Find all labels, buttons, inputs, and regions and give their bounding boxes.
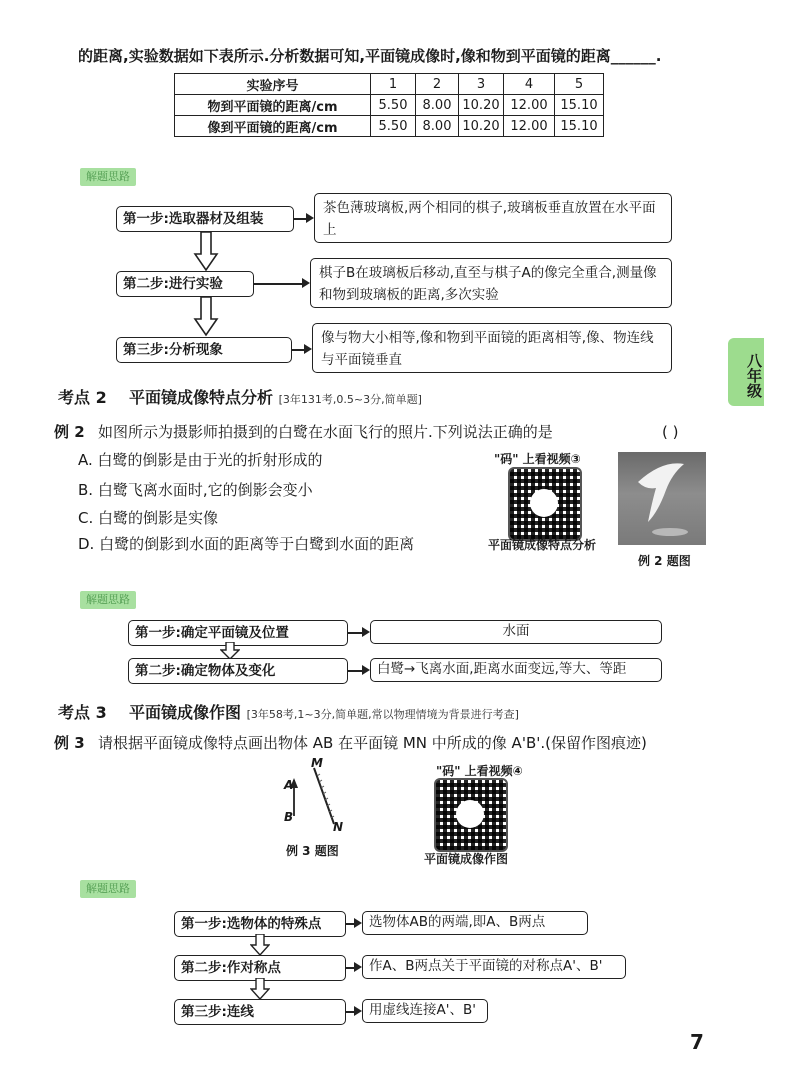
- figure-3-caption: 例 3 题图: [286, 844, 339, 858]
- flow1-step-3: 第三步:分析现象: [116, 337, 292, 363]
- page-number: 7: [690, 1030, 704, 1054]
- label-b: B: [284, 810, 294, 824]
- down-arrow-icon: [193, 232, 219, 272]
- option-c: C. 白鹭的倒影是实像: [78, 509, 219, 527]
- solution-tag: 解题思路: [80, 591, 136, 609]
- example-3-label: 例 3: [54, 734, 85, 752]
- section-3-label: 考点 3: [58, 703, 107, 722]
- figure-2-caption: 例 2 题图: [638, 554, 691, 568]
- example-2-label: 例 2: [54, 423, 85, 441]
- flow3-step-2: 第二步:作对称点: [174, 955, 346, 981]
- arrow-right-icon: [354, 962, 362, 972]
- answer-bracket: ( ): [662, 423, 679, 441]
- flow3-step-3: 第三步:连线: [174, 999, 346, 1025]
- qr-caption: 平面镜成像特点分析: [488, 538, 597, 552]
- egret-photo: [618, 452, 706, 545]
- section-3-heading: [58, 700, 519, 723]
- example-3-question: 请根据平面镜成像特点画出物体 AB 在平面镜 MN 中所成的像 A'B'.(保留作图痕迹): [98, 734, 647, 752]
- grade-side-tab: 八年级: [728, 338, 764, 406]
- arrow-right-icon: [354, 918, 362, 928]
- table-row: 像到平面镜的距离/cm 5.50 8.00 10.20 12.00 15.10: [175, 116, 604, 137]
- option-b: B. 白鹭飞离水面时,它的倒影会变小: [78, 481, 313, 499]
- section-2-label: 考点 2: [58, 388, 107, 407]
- flow1-step-1: 第一步:选取器材及组装: [116, 206, 294, 232]
- mirror-diagram: [276, 758, 356, 838]
- option-a: A. 白鹭的倒影是由于光的折射形成的: [78, 451, 323, 469]
- flow1-desc-1: 茶色薄玻璃板,两个相同的棋子,玻璃板垂直放置在水平面上: [314, 193, 672, 243]
- flow3-desc-1: 选物体AB的两端,即A、B两点: [362, 911, 588, 935]
- section-3-note: [3年58考,1~3分,简单题,常以物理情境为背景进行考查]: [246, 708, 519, 721]
- solution-tag: 解题思路: [80, 168, 136, 186]
- arrow-right-icon: [302, 278, 310, 288]
- section-2-title: 平面镜成像特点分析: [129, 388, 274, 407]
- arrow-right-icon: [306, 213, 314, 223]
- flow1-step-2: 第二步:进行实验: [116, 271, 254, 297]
- experiment-table: [174, 73, 604, 137]
- flow1-connector: [254, 283, 306, 285]
- flow2-step-1: 第一步:确定平面镜及位置: [128, 620, 348, 646]
- flow3-desc-3: 用虚线连接A'、B': [362, 999, 488, 1023]
- label-n: N: [333, 820, 344, 834]
- down-arrow-icon: [193, 297, 219, 337]
- flow3-step-1: 第一步:选物体的特殊点: [174, 911, 346, 937]
- table-row: 物到平面镜的距离/cm 5.50 8.00 10.20 12.00 15.10: [175, 95, 604, 116]
- flow3-desc-2: 作A、B两点关于平面镜的对称点A'、B': [362, 955, 626, 979]
- flow1-desc-3: 像与物大小相等,像和物到平面镜的距离相等,像、物连线与平面镜垂直: [312, 323, 672, 373]
- qr-title-2: "码" 上看视频④: [436, 764, 523, 778]
- flow1-desc-2: 棋子B在玻璃板后移动,直至与棋子A的像完全重合,测量像和物到玻璃板的距离,多次实验: [310, 258, 672, 308]
- section-3-title: 平面镜成像作图: [129, 703, 242, 722]
- flow2-step-2: 第二步:确定物体及变化: [128, 658, 348, 684]
- qr-caption-2: 平面镜成像作图: [424, 852, 509, 866]
- section-2-note: [3年131考,0.5~3分,简单题]: [278, 393, 422, 406]
- flow2-desc-2: 白鹭→飞离水面,距离水面变远,等大、等距: [370, 658, 662, 682]
- arrow-right-icon: [354, 1006, 362, 1016]
- egret-figure: [618, 452, 706, 545]
- solution-tag: 解题思路: [80, 880, 136, 898]
- down-arrow-icon: [250, 934, 270, 956]
- qr-title: "码" 上看视频③: [494, 452, 581, 466]
- arrow-right-icon: [362, 665, 370, 675]
- flow2-desc-1: 水面: [370, 620, 662, 644]
- check-icon: [530, 489, 558, 517]
- table-row: 实验序号 1 2 3 4 5: [175, 74, 604, 95]
- section-2-heading: [58, 385, 422, 408]
- label-a: A: [284, 778, 294, 792]
- label-m: M: [311, 756, 323, 770]
- arrow-right-icon: [304, 344, 312, 354]
- down-arrow-icon: [250, 978, 270, 1000]
- qr-code-icon[interactable]: [434, 778, 508, 852]
- intro-line: 的距离,实验数据如下表所示.分析数据可知,平面镜成像时,像和物到平面镜的距离______.: [78, 47, 662, 65]
- qr-code-icon[interactable]: [508, 467, 582, 541]
- arrow-right-icon: [362, 627, 370, 637]
- option-d: D. 白鹭的倒影到水面的距离等于白鹭到水面的距离: [78, 535, 415, 553]
- example-2-question: 如图所示为摄影师拍摄到的白鹭在水面飞行的照片.下列说法正确的是: [98, 423, 553, 441]
- check-icon: [456, 800, 484, 828]
